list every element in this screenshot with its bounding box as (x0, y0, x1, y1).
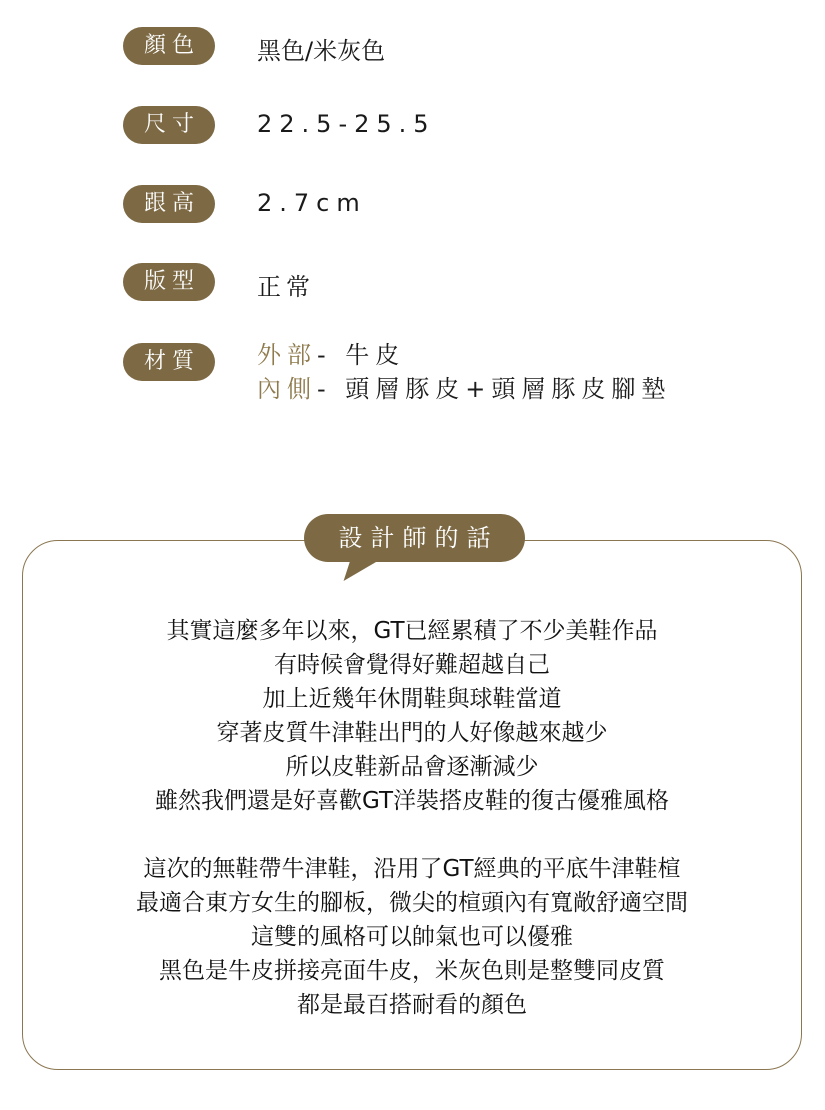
story-line: 這次的無鞋帶牛津鞋，沿用了GT經典的平底牛津鞋楦 (143, 856, 681, 882)
material-inner-line (257, 369, 671, 404)
story-line: 最適合東方女生的腳板，微尖的楦頭內有寬敞舒適空間 (136, 890, 688, 916)
story-line: 所以皮鞋新品會逐漸減少 (285, 754, 539, 780)
spec-label-fit: 版型 (123, 263, 215, 301)
story-line: 這雙的風格可以帥氣也可以優雅 (251, 924, 573, 950)
story-line: 都是最百搭耐看的顏色 (297, 992, 527, 1018)
material-outer-line (257, 335, 405, 370)
material-outer-label: 外部 (257, 341, 317, 369)
story-line: 其實這麼多年以來，GT已經累積了不少美鞋作品 (166, 618, 658, 644)
story-line: 穿著皮質牛津鞋出門的人好像越來越少 (216, 720, 608, 746)
material-outer-value: - 牛皮 (317, 341, 406, 369)
material-inner-label: 內側 (257, 375, 317, 403)
story-line: 黑色是牛皮拼接亮面牛皮，米灰色則是整雙同皮質 (159, 958, 665, 984)
spec-value-heel: 2.7cm (257, 189, 367, 217)
spec-label-heel: 跟高 (123, 185, 215, 223)
story-line: 加上近幾年休閒鞋與球鞋當道 (262, 686, 562, 712)
spec-value-size: 22.5-25.5 (257, 110, 436, 138)
material-inner-value: - 頭層豚皮+頭層豚皮腳墊 (317, 375, 672, 403)
spec-label-size: 尺寸 (123, 106, 215, 144)
spec-label-color: 顏色 (123, 27, 215, 65)
spec-value-color: 黑色/米灰色 (257, 37, 386, 65)
spec-label-material: 材質 (123, 343, 215, 381)
story-line: 有時候會覺得好難超越自己 (274, 652, 550, 678)
story-line: 雖然我們還是好喜歡GT洋裝搭皮鞋的復古優雅風格 (154, 788, 670, 814)
designer-note-title: 設計師的話 (304, 514, 525, 562)
spec-value-fit: 正常 (257, 273, 315, 301)
